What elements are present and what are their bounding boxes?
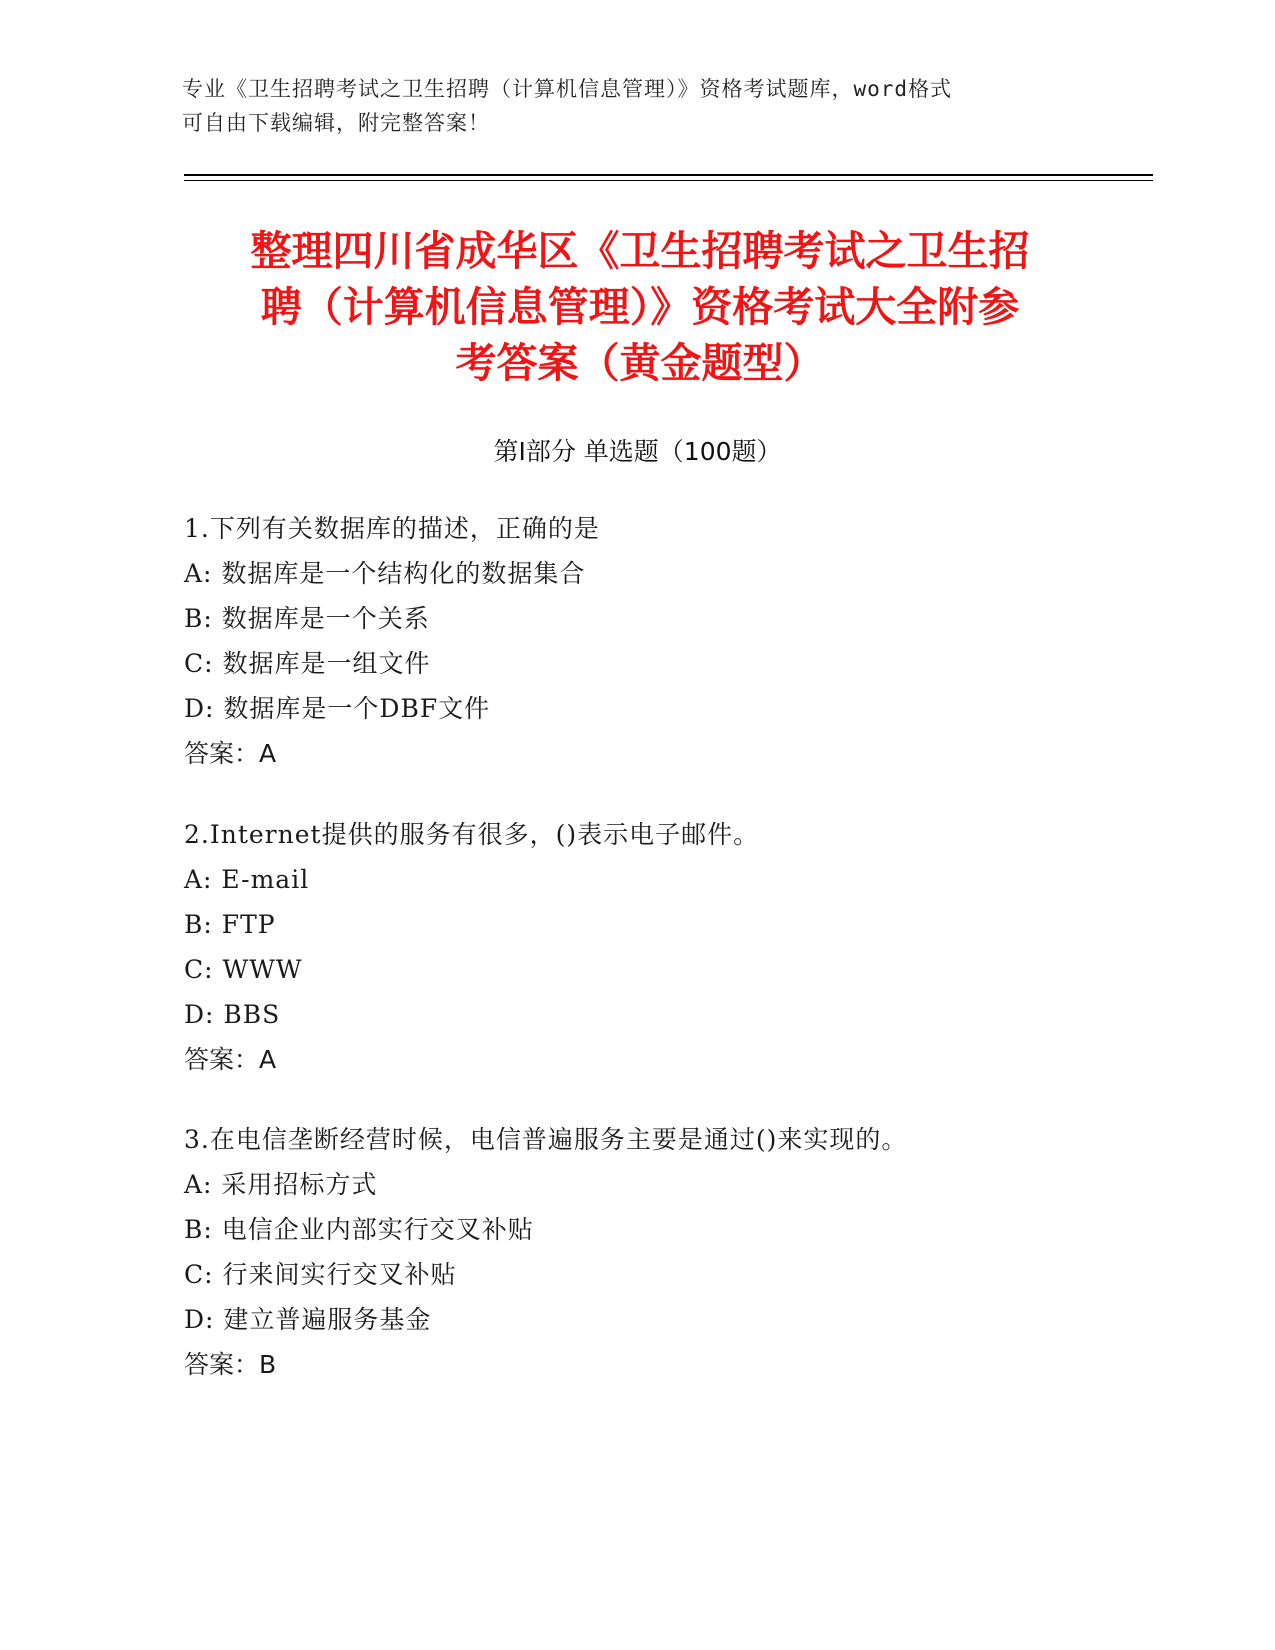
- question-stem: 2.Internet提供的服务有很多，()表示电子邮件。: [184, 820, 760, 849]
- option-c: C: 行来间实行交叉补贴: [184, 1260, 457, 1289]
- option-d: D: 建立普遍服务基金: [184, 1305, 432, 1334]
- title-line-2: 聘（计算机信息管理）》资格考试大全附参: [260, 283, 1020, 331]
- question-stem: 3.在电信垄断经营时候，电信普遍服务主要是通过()来实现的。: [184, 1125, 908, 1154]
- title-line-3: 考答案（黄金题型）: [455, 339, 825, 387]
- question-stem: 1.下列有关数据库的描述，正确的是: [184, 514, 600, 543]
- header-divider-thin: [184, 180, 1153, 181]
- answer-line: 答案：B: [184, 1350, 277, 1379]
- answer-line: 答案：A: [184, 1045, 277, 1074]
- option-b: B: 电信企业内部实行交叉补贴: [184, 1215, 534, 1244]
- question-3: [184, 1117, 1134, 1387]
- option-c: C: 数据库是一组文件: [184, 649, 431, 678]
- option-a: A: E-mail: [184, 865, 310, 894]
- option-d: D: 数据库是一个DBF文件: [184, 694, 491, 723]
- header-note-line-1: 专业《卫生招聘考试之卫生招聘（计算机信息管理）》资格考试题库，word格式: [182, 77, 953, 101]
- title-line-1: 整理四川省成华区《卫生招聘考试之卫生招: [250, 227, 1030, 275]
- header-divider-thick: [184, 174, 1153, 176]
- document-title: [190, 223, 1090, 391]
- question-1: [184, 506, 1134, 776]
- section-title: 第Ⅰ部分 单选题（100题）: [493, 437, 782, 466]
- option-b: B: 数据库是一个关系: [184, 604, 430, 633]
- header-note-line-2: 可自由下载编辑，附完整答案！: [182, 111, 490, 135]
- document-header-note: [182, 72, 1062, 140]
- option-d: D: BBS: [184, 1000, 281, 1029]
- option-a: A: 数据库是一个结构化的数据集合: [184, 559, 586, 588]
- option-c: C: WWW: [184, 955, 303, 984]
- option-a: A: 采用招标方式: [184, 1170, 378, 1199]
- answer-line: 答案：A: [184, 739, 277, 768]
- question-2: [184, 812, 1134, 1082]
- option-b: B: FTP: [184, 910, 276, 939]
